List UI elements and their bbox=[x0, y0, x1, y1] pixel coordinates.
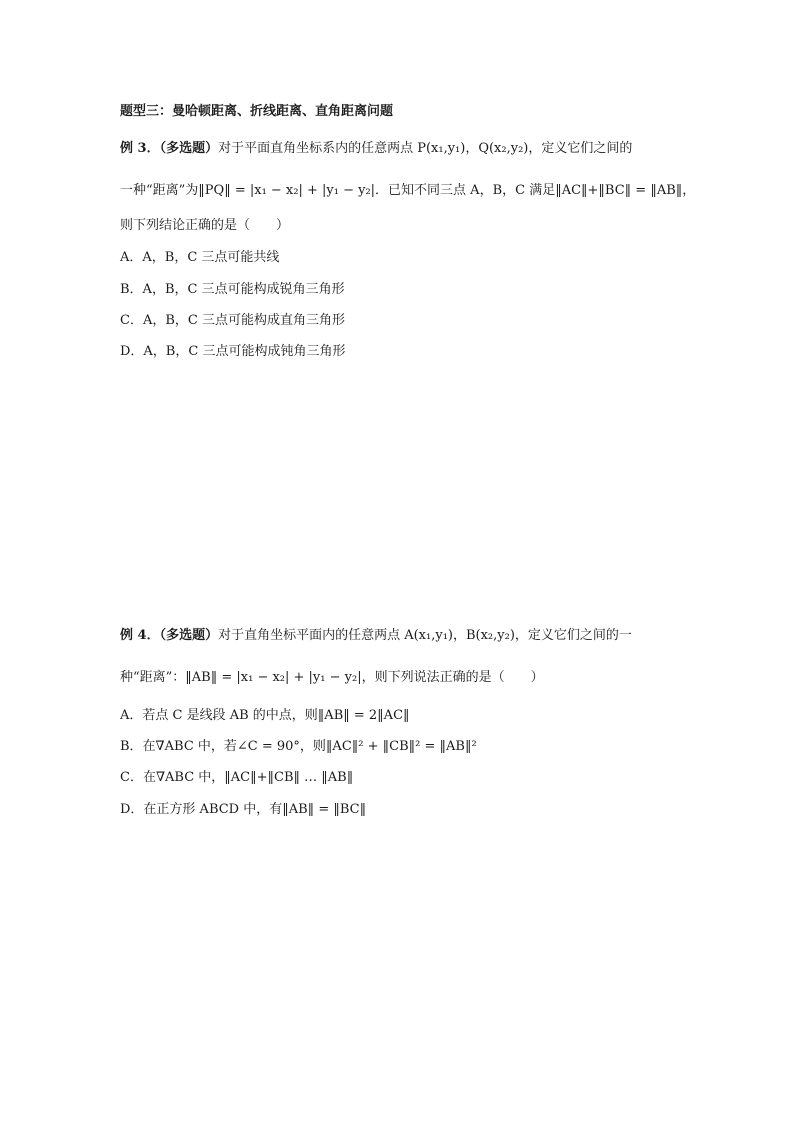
example-3-option-c: C．A，B，C 三点可能构成直角三角形 bbox=[120, 313, 345, 328]
example-3-text-1: 对于平面直角坐标系内的任意两点 P(x₁,y₁)，Q(x₂,y₂)，定义它们之间的 bbox=[218, 141, 633, 156]
example-3-line-1 bbox=[120, 140, 632, 158]
example-4-text-1: 对于直角坐标平面内的任意两点 A(x₁,y₁)，B(x₂,y₂)，定义它们之间的一 bbox=[218, 628, 632, 643]
example-4-option-d: D．在正方形 ABCD 中，有‖AB‖ = ‖BC‖ bbox=[120, 802, 367, 817]
example-4-line-2: 种“距离”：‖AB‖ = |x₁ − x₂| + |y₁ − y₂|，则下列说法正确的是（ ） bbox=[120, 670, 544, 685]
example-4-option-b: B．在∇ABC 中，若∠C = 90°，则‖AC‖² + ‖CB‖² = ‖AB‖² bbox=[120, 739, 477, 754]
section-title: 题型三：曼哈顿距离、折线距离、直角距离问题 bbox=[120, 104, 394, 119]
example-3-option-d: D．A，B，C 三点可能构成钝角三角形 bbox=[120, 344, 346, 359]
example-3-label: 例 3．（多选题） bbox=[120, 141, 219, 156]
example-4-label: 例 4．（多选题） bbox=[120, 628, 219, 643]
example-3-line-3: 则下列结论正确的是（ ） bbox=[120, 218, 290, 233]
example-3-option-b: B．A，B，C 三点可能构成锐角三角形 bbox=[120, 282, 345, 297]
example-4-option-a: A．若点 C 是线段 AB 的中点，则‖AB‖ = 2‖AC‖ bbox=[120, 708, 410, 723]
example-4-line-1 bbox=[120, 627, 632, 645]
example-4-option-c: C．在∇ABC 中，‖AC‖+‖CB‖ … ‖AB‖ bbox=[120, 770, 354, 785]
example-3-line-2: 一种“距离”为‖PQ‖ = |x₁ − x₂| + |y₁ − y₂|．已知不同三点 A，B，C 满足‖AC‖+‖BC‖ = ‖AB‖， bbox=[120, 183, 696, 198]
example-3-option-a: A．A，B，C 三点可能共线 bbox=[120, 250, 280, 265]
